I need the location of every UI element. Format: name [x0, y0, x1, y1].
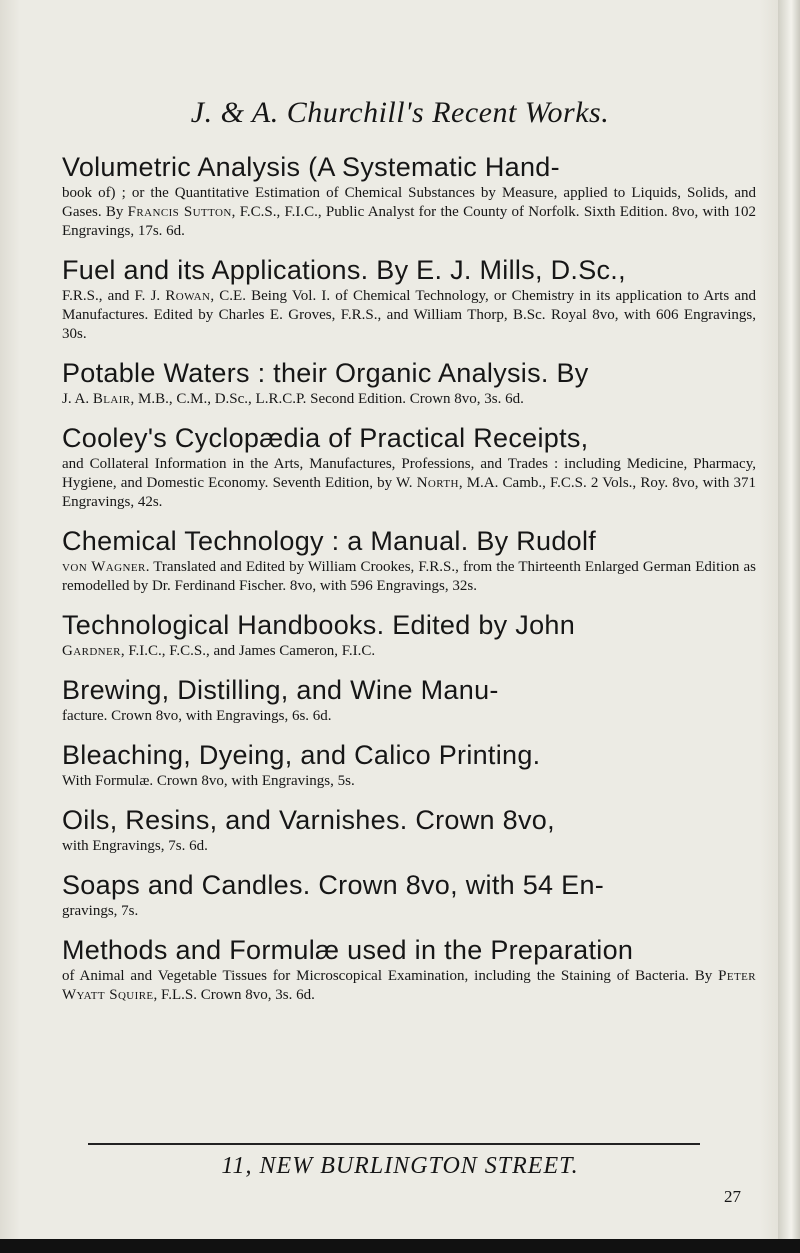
- catalogue-entry: [62, 150, 756, 241]
- publisher-address: 11, NEW BURLINGTON STREET.: [221, 1153, 579, 1179]
- catalogue-entry: [62, 253, 756, 344]
- catalogue-list: [62, 150, 756, 1017]
- entry-title: Soaps and Candles. Crown 8vo, with 54 En-: [62, 870, 605, 900]
- entry-author: Rowan: [165, 288, 211, 304]
- entry-author: North: [416, 475, 459, 491]
- page-edge: [778, 0, 800, 1253]
- entry-body: of Animal and Vegetable Tissues for Microscopical Examination, including the Staining of Bacteria. By: [62, 968, 719, 984]
- catalogue-entry: [62, 673, 756, 726]
- entry-title: Technological Handbooks. Edited by John: [62, 610, 576, 640]
- catalogue-entry: [62, 608, 756, 661]
- entry-body: J. A.: [62, 391, 93, 407]
- entry-details: , C.E. Being Vol. I. of Chemical Technology, or Chemistry in its application to Arts and Manufactures. Edited by Charles E. Groves, F.R.S., and William Thorp, B.Sc. Royal 8vo, with 606 Engravings, 30s.: [62, 288, 756, 342]
- entry-body: F.R.S., and F. J.: [62, 288, 166, 304]
- entry-details: , M.B., C.M., D.Sc., L.R.C.P. Second Edition. Crown 8vo, 3s. 6d.: [130, 391, 524, 407]
- entry-body: with Engravings, 7s. 6d.: [62, 838, 208, 854]
- entry-title: Fuel and its Applications. By E. J. Mills, D.Sc.,: [62, 255, 626, 285]
- footer-rule: [88, 1143, 700, 1145]
- entry-details: . Translated and Edited by William Crookes, F.R.S., from the Thirteenth Enlarged German Edition as remodelled by Dr. Ferdinand Fischer. 8vo, with 596 Engravings, 32s.: [62, 559, 756, 594]
- entry-details: , F.I.C., F.C.S., and James Cameron, F.I.C.: [120, 643, 376, 659]
- catalogue-entry: [62, 933, 756, 1005]
- entry-title: Methods and Formulæ used in the Preparation: [62, 935, 634, 965]
- catalogue-entry: [62, 356, 756, 409]
- page-number: 27: [724, 1187, 741, 1206]
- entry-author: Gardner: [62, 643, 121, 659]
- entry-author: Francis Sutton: [127, 204, 232, 220]
- entry-author: Blair: [92, 391, 131, 407]
- entry-title: Chemical Technology : a Manual. By Rudolf: [62, 526, 597, 556]
- entry-title: Bleaching, Dyeing, and Calico Printing.: [62, 740, 541, 770]
- entry-body: With Formulæ. Crown 8vo, with Engravings, 5s.: [62, 773, 355, 789]
- entry-title: Brewing, Distilling, and Wine Manu-: [62, 675, 499, 705]
- entry-title: Volumetric Analysis (A Systematic Hand-: [62, 152, 560, 182]
- entry-title: Cooley's Cyclopædia of Practical Receipts,: [62, 423, 589, 453]
- entry-body: and Collateral Information in the Arts, Manufactures, Professions, and Trades : including Medicine, Pharmacy, Hygiene, and Domestic Economy. Seventh Edition, by W.: [62, 456, 756, 491]
- entry-body: gravings, 7s.: [62, 903, 139, 919]
- entry-details: , F.C.S., F.I.C., Public Analyst for the County of Norfolk. Sixth Edition. 8vo, with 102 Engravings, 17s. 6d.: [62, 204, 757, 239]
- entry-author: von Wagner: [62, 559, 146, 575]
- entry-body: facture. Crown 8vo, with Engravings, 6s. 6d.: [62, 708, 332, 724]
- entry-title: Potable Waters : their Organic Analysis. By: [62, 358, 589, 388]
- catalogue-entry: [62, 868, 756, 921]
- entry-body: book of) ; or the Quantitative Estimation of Chemical Substances by Measure, applied to Liquids, Solids, and Gases. By: [62, 185, 756, 220]
- catalogue-entry: [62, 738, 756, 791]
- entry-title: Oils, Resins, and Varnishes. Crown 8vo,: [62, 805, 555, 835]
- entry-details: , M.A. Camb., F.C.S. 2 Vols., Roy. 8vo, with 371 Engravings, 42s.: [62, 475, 756, 510]
- catalogue-entry: [62, 803, 756, 856]
- scan-edge: [0, 1239, 800, 1253]
- catalogue-entry: [62, 421, 756, 512]
- entry-details: , F.L.S. Crown 8vo, 3s. 6d.: [153, 987, 315, 1003]
- page-header: J. & A. Churchill's Recent Works.: [190, 96, 610, 129]
- catalogue-entry: [62, 524, 756, 596]
- entry-author: Peter Wyatt Squire: [62, 968, 756, 1003]
